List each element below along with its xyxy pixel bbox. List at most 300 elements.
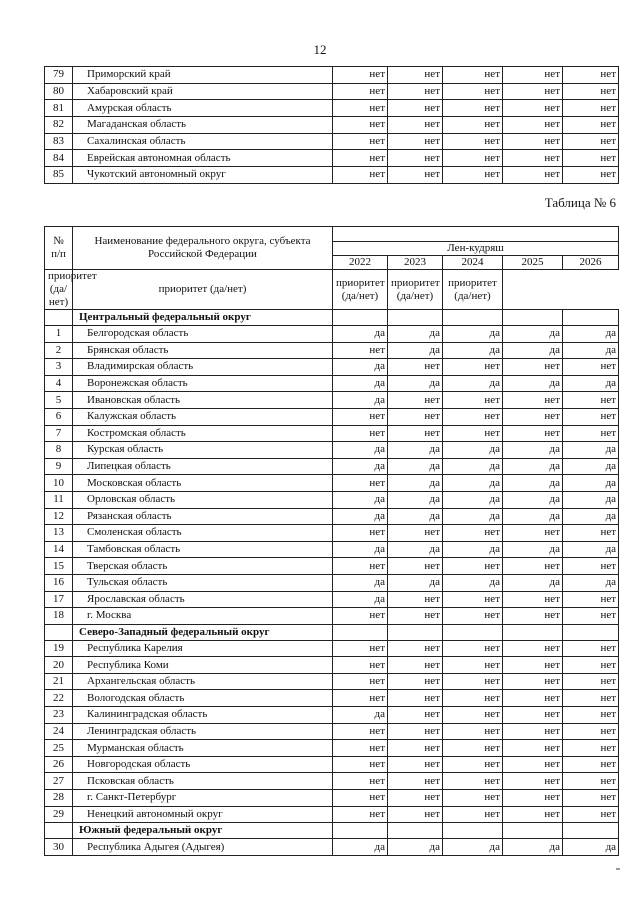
section-blank xyxy=(333,624,388,640)
priority-value: нет xyxy=(443,790,503,807)
priority-value: нет xyxy=(563,773,619,790)
table-caption: Таблица № 6 xyxy=(544,195,616,210)
section-blank xyxy=(443,624,503,640)
priority-value: нет xyxy=(333,342,388,359)
region-name: Брянская область xyxy=(73,342,333,359)
priority-value: да xyxy=(563,574,619,591)
header-priority: приоритет (да/нет) xyxy=(45,270,73,310)
priority-value: нет xyxy=(503,83,563,100)
row-number: 2 xyxy=(45,342,73,359)
priority-value: нет xyxy=(563,425,619,442)
priority-value: да xyxy=(563,375,619,392)
priority-value: нет xyxy=(443,690,503,707)
header-blank xyxy=(333,227,619,242)
priority-value: нет xyxy=(443,100,503,117)
table-row xyxy=(45,707,619,724)
section-row xyxy=(45,310,619,326)
section-blank xyxy=(388,624,443,640)
priority-value: нет xyxy=(443,83,503,100)
region-name: Калининградская область xyxy=(73,707,333,724)
priority-value: нет xyxy=(443,756,503,773)
priority-value: нет xyxy=(333,133,388,150)
priority-value: да xyxy=(388,491,443,508)
priority-value: да xyxy=(563,541,619,558)
table-row xyxy=(45,133,619,150)
section-number xyxy=(45,624,73,640)
priority-value: да xyxy=(443,508,503,525)
priority-value: нет xyxy=(388,640,443,657)
priority-value: нет xyxy=(333,657,388,674)
section-title: Центральный федеральный округ xyxy=(73,310,333,326)
priority-value: нет xyxy=(388,425,443,442)
priority-value: да xyxy=(333,508,388,525)
table-row xyxy=(45,591,619,608)
section-row xyxy=(45,624,619,640)
section-title: Южный федеральный округ xyxy=(73,823,333,839)
row-number: 84 xyxy=(45,150,73,167)
priority-value: нет xyxy=(443,167,503,184)
region-name: Тамбовская область xyxy=(73,541,333,558)
priority-value: нет xyxy=(443,806,503,823)
region-name: Мурманская область xyxy=(73,740,333,757)
header-number: № п/п xyxy=(45,227,73,270)
section-row xyxy=(45,823,619,839)
table-row xyxy=(45,756,619,773)
row-number: 17 xyxy=(45,591,73,608)
priority-value: нет xyxy=(388,67,443,84)
header-year: 2025 xyxy=(503,256,563,270)
priority-value: нет xyxy=(333,167,388,184)
priority-table xyxy=(44,226,619,856)
priority-value: да xyxy=(503,541,563,558)
priority-value: нет xyxy=(563,640,619,657)
region-name: Тверская область xyxy=(73,558,333,575)
priority-value: нет xyxy=(388,83,443,100)
priority-value: нет xyxy=(443,591,503,608)
priority-value: нет xyxy=(503,608,563,625)
row-number: 18 xyxy=(45,608,73,625)
priority-value: да xyxy=(443,375,503,392)
region-name: Магаданская область xyxy=(73,117,333,134)
priority-value: нет xyxy=(333,117,388,134)
priority-value: да xyxy=(333,375,388,392)
region-name: Московская область xyxy=(73,475,333,492)
row-number: 6 xyxy=(45,408,73,425)
row-number: 20 xyxy=(45,657,73,674)
header-priority: приоритет (да/нет) xyxy=(73,270,333,310)
region-name: Амурская область xyxy=(73,100,333,117)
priority-value: нет xyxy=(563,673,619,690)
priority-value: да xyxy=(443,475,503,492)
region-name: Республика Коми xyxy=(73,657,333,674)
table-row xyxy=(45,640,619,657)
priority-value: да xyxy=(388,839,443,856)
priority-value: нет xyxy=(503,408,563,425)
table-row xyxy=(45,673,619,690)
priority-value: да xyxy=(563,342,619,359)
priority-value: нет xyxy=(503,790,563,807)
region-name: г. Москва xyxy=(73,608,333,625)
row-number: 30 xyxy=(45,839,73,856)
priority-value: да xyxy=(388,541,443,558)
priority-value: да xyxy=(388,442,443,459)
priority-value: нет xyxy=(443,150,503,167)
priority-value: нет xyxy=(388,756,443,773)
region-name: Белгородская область xyxy=(73,326,333,343)
priority-value: нет xyxy=(563,756,619,773)
priority-value: нет xyxy=(443,67,503,84)
priority-value: нет xyxy=(333,740,388,757)
priority-value: да xyxy=(503,574,563,591)
section-number xyxy=(45,823,73,839)
region-name: Смоленская область xyxy=(73,525,333,542)
region-name: Вологодская область xyxy=(73,690,333,707)
region-name: Еврейская автономная область xyxy=(73,150,333,167)
row-number: 29 xyxy=(45,806,73,823)
priority-value: нет xyxy=(503,806,563,823)
section-blank xyxy=(563,624,619,640)
priority-value: нет xyxy=(388,773,443,790)
priority-value: нет xyxy=(563,707,619,724)
priority-value: нет xyxy=(333,525,388,542)
row-number: 82 xyxy=(45,117,73,134)
priority-value: нет xyxy=(503,591,563,608)
priority-value: нет xyxy=(388,525,443,542)
priority-value: да xyxy=(563,491,619,508)
table-row xyxy=(45,408,619,425)
priority-value: нет xyxy=(333,100,388,117)
row-number: 25 xyxy=(45,740,73,757)
table-row xyxy=(45,67,619,84)
priority-value: нет xyxy=(443,117,503,134)
region-name: Воронежская область xyxy=(73,375,333,392)
priority-value: нет xyxy=(563,657,619,674)
row-number: 11 xyxy=(45,491,73,508)
priority-value: да xyxy=(333,839,388,856)
priority-value: нет xyxy=(563,83,619,100)
region-name: Орловская область xyxy=(73,491,333,508)
row-number: 26 xyxy=(45,756,73,773)
priority-value: нет xyxy=(333,408,388,425)
table-row xyxy=(45,608,619,625)
priority-value: да xyxy=(503,442,563,459)
region-name: г. Санкт-Петербург xyxy=(73,790,333,807)
priority-value: нет xyxy=(443,525,503,542)
priority-value: нет xyxy=(388,690,443,707)
priority-value: нет xyxy=(563,806,619,823)
priority-value: да xyxy=(503,326,563,343)
header-year: 2026 xyxy=(563,256,619,270)
priority-value: нет xyxy=(333,425,388,442)
header-year: 2024 xyxy=(443,256,503,270)
region-name: Чукотский автономный округ xyxy=(73,167,333,184)
priority-value: нет xyxy=(563,100,619,117)
header-priority: приоритет (да/нет) xyxy=(443,270,503,310)
priority-value: нет xyxy=(333,475,388,492)
priority-value: нет xyxy=(503,690,563,707)
row-number: 27 xyxy=(45,773,73,790)
priority-value: нет xyxy=(563,608,619,625)
row-number: 21 xyxy=(45,673,73,690)
priority-value: нет xyxy=(503,756,563,773)
table-row xyxy=(45,83,619,100)
region-name: Тульская область xyxy=(73,574,333,591)
priority-value: да xyxy=(563,508,619,525)
priority-value: нет xyxy=(388,591,443,608)
table-row xyxy=(45,541,619,558)
page-number: 12 xyxy=(313,42,327,57)
priority-value: нет xyxy=(503,167,563,184)
priority-value: да xyxy=(443,342,503,359)
row-number: 85 xyxy=(45,167,73,184)
priority-value: нет xyxy=(503,673,563,690)
section-blank xyxy=(563,823,619,839)
priority-value: нет xyxy=(388,167,443,184)
table-row xyxy=(45,740,619,757)
priority-value: нет xyxy=(443,608,503,625)
region-name: Владимирская область xyxy=(73,359,333,376)
priority-value: да xyxy=(443,458,503,475)
priority-value: нет xyxy=(503,657,563,674)
priority-value: нет xyxy=(503,133,563,150)
priority-value: да xyxy=(563,475,619,492)
table-row xyxy=(45,558,619,575)
section-blank xyxy=(503,624,563,640)
priority-value: нет xyxy=(443,133,503,150)
priority-value: нет xyxy=(388,790,443,807)
priority-value: нет xyxy=(503,723,563,740)
priority-value: нет xyxy=(333,67,388,84)
priority-value: нет xyxy=(443,673,503,690)
header-crop: Лен-кудряш xyxy=(333,242,619,256)
priority-value: да xyxy=(388,475,443,492)
priority-value: да xyxy=(333,458,388,475)
section-blank xyxy=(503,310,563,326)
priority-value: нет xyxy=(563,740,619,757)
priority-value: нет xyxy=(333,806,388,823)
priority-value: нет xyxy=(503,525,563,542)
priority-value: нет xyxy=(563,392,619,409)
priority-value: нет xyxy=(563,150,619,167)
priority-value: нет xyxy=(503,425,563,442)
table-row xyxy=(45,342,619,359)
priority-value: да xyxy=(443,541,503,558)
priority-value: нет xyxy=(333,558,388,575)
region-name: Архангельская область xyxy=(73,673,333,690)
region-name: Ярославская область xyxy=(73,591,333,608)
priority-value: да xyxy=(333,574,388,591)
priority-value: да xyxy=(333,326,388,343)
header-name: Наименование федерального округа, субъекта Российской Федерации xyxy=(73,227,333,270)
region-name: Республика Адыгея (Адыгея) xyxy=(73,839,333,856)
scan-mark xyxy=(616,868,620,870)
row-number: 24 xyxy=(45,723,73,740)
region-name: Костромская область xyxy=(73,425,333,442)
table-row xyxy=(45,790,619,807)
table-row xyxy=(45,839,619,856)
section-blank xyxy=(333,823,388,839)
table-row xyxy=(45,442,619,459)
table-row xyxy=(45,723,619,740)
section-title: Северо-Западный федеральный округ xyxy=(73,624,333,640)
priority-value: нет xyxy=(443,640,503,657)
header-year: 2022 xyxy=(333,256,388,270)
priority-value: нет xyxy=(563,558,619,575)
region-name: Псковская область xyxy=(73,773,333,790)
table-row xyxy=(45,359,619,376)
table-row xyxy=(45,167,619,184)
row-number: 28 xyxy=(45,790,73,807)
priority-value: нет xyxy=(333,83,388,100)
priority-value: да xyxy=(563,839,619,856)
priority-value: да xyxy=(388,574,443,591)
region-name: Ивановская область xyxy=(73,392,333,409)
header-year: 2023 xyxy=(388,256,443,270)
table-row xyxy=(45,657,619,674)
row-number: 23 xyxy=(45,707,73,724)
priority-value: нет xyxy=(503,640,563,657)
priority-value: нет xyxy=(388,133,443,150)
region-name: Хабаровский край xyxy=(73,83,333,100)
priority-value: да xyxy=(443,326,503,343)
priority-value: да xyxy=(388,458,443,475)
row-number: 16 xyxy=(45,574,73,591)
table-row xyxy=(45,806,619,823)
section-blank xyxy=(388,823,443,839)
priority-value: нет xyxy=(443,773,503,790)
priority-value: нет xyxy=(443,707,503,724)
row-number: 22 xyxy=(45,690,73,707)
priority-value: нет xyxy=(503,707,563,724)
priority-value: нет xyxy=(443,558,503,575)
row-number: 5 xyxy=(45,392,73,409)
row-number: 15 xyxy=(45,558,73,575)
priority-value: да xyxy=(443,491,503,508)
region-name: Республика Карелия xyxy=(73,640,333,657)
row-number: 10 xyxy=(45,475,73,492)
priority-value: нет xyxy=(443,723,503,740)
priority-value: нет xyxy=(503,392,563,409)
priority-value: нет xyxy=(333,150,388,167)
region-name: Липецкая область xyxy=(73,458,333,475)
row-number: 8 xyxy=(45,442,73,459)
priority-value: да xyxy=(503,508,563,525)
region-name: Курская область xyxy=(73,442,333,459)
section-number xyxy=(45,310,73,326)
priority-value: нет xyxy=(388,408,443,425)
row-number: 4 xyxy=(45,375,73,392)
region-name: Приморский край xyxy=(73,67,333,84)
priority-value: нет xyxy=(388,657,443,674)
row-number: 83 xyxy=(45,133,73,150)
priority-value: нет xyxy=(443,408,503,425)
priority-value: нет xyxy=(503,740,563,757)
priority-value: нет xyxy=(333,790,388,807)
row-number: 7 xyxy=(45,425,73,442)
priority-value: нет xyxy=(443,392,503,409)
priority-value: нет xyxy=(333,773,388,790)
table-row xyxy=(45,150,619,167)
row-number: 9 xyxy=(45,458,73,475)
table-row xyxy=(45,425,619,442)
row-number: 19 xyxy=(45,640,73,657)
priority-value: нет xyxy=(563,690,619,707)
priority-value: нет xyxy=(388,117,443,134)
header-priority: приоритет (да/нет) xyxy=(333,270,388,310)
priority-value: да xyxy=(443,442,503,459)
table-row xyxy=(45,392,619,409)
priority-value: нет xyxy=(503,150,563,167)
priority-value: да xyxy=(388,342,443,359)
region-name: Ленинградская область xyxy=(73,723,333,740)
priority-value: нет xyxy=(563,67,619,84)
region-name: Ненецкий автономный округ xyxy=(73,806,333,823)
priority-value: да xyxy=(333,392,388,409)
priority-value: да xyxy=(333,442,388,459)
priority-value: нет xyxy=(333,640,388,657)
row-number: 79 xyxy=(45,67,73,84)
priority-value: нет xyxy=(333,608,388,625)
priority-value: да xyxy=(563,326,619,343)
row-number: 80 xyxy=(45,83,73,100)
priority-value: нет xyxy=(388,707,443,724)
priority-value: нет xyxy=(443,359,503,376)
table-row xyxy=(45,375,619,392)
priority-value: нет xyxy=(443,740,503,757)
section-blank xyxy=(443,310,503,326)
table-row xyxy=(45,508,619,525)
priority-value: нет xyxy=(563,167,619,184)
priority-value: нет xyxy=(503,67,563,84)
region-name: Калужская область xyxy=(73,408,333,425)
section-blank xyxy=(563,310,619,326)
row-number: 1 xyxy=(45,326,73,343)
priority-value: нет xyxy=(563,133,619,150)
priority-value: нет xyxy=(563,591,619,608)
priority-value: нет xyxy=(563,408,619,425)
priority-value: да xyxy=(388,375,443,392)
table-row xyxy=(45,491,619,508)
table-row xyxy=(45,326,619,343)
table-row xyxy=(45,574,619,591)
table-row xyxy=(45,475,619,492)
priority-value: да xyxy=(333,541,388,558)
priority-value: нет xyxy=(333,723,388,740)
table-row xyxy=(45,458,619,475)
priority-value: да xyxy=(443,839,503,856)
priority-value: нет xyxy=(388,608,443,625)
priority-value: нет xyxy=(388,150,443,167)
priority-value: да xyxy=(443,574,503,591)
priority-value: да xyxy=(333,591,388,608)
priority-value: нет xyxy=(563,525,619,542)
priority-value: нет xyxy=(388,723,443,740)
priority-value: да xyxy=(333,707,388,724)
priority-value: да xyxy=(503,839,563,856)
priority-value: нет xyxy=(388,740,443,757)
row-number: 14 xyxy=(45,541,73,558)
priority-value: нет xyxy=(503,100,563,117)
priority-value: нет xyxy=(388,806,443,823)
priority-value: нет xyxy=(388,392,443,409)
priority-value: нет xyxy=(443,657,503,674)
table-row xyxy=(45,100,619,117)
priority-value: да xyxy=(503,458,563,475)
continued-table xyxy=(44,66,619,184)
priority-value: нет xyxy=(388,558,443,575)
priority-value: нет xyxy=(333,673,388,690)
priority-value: нет xyxy=(563,359,619,376)
